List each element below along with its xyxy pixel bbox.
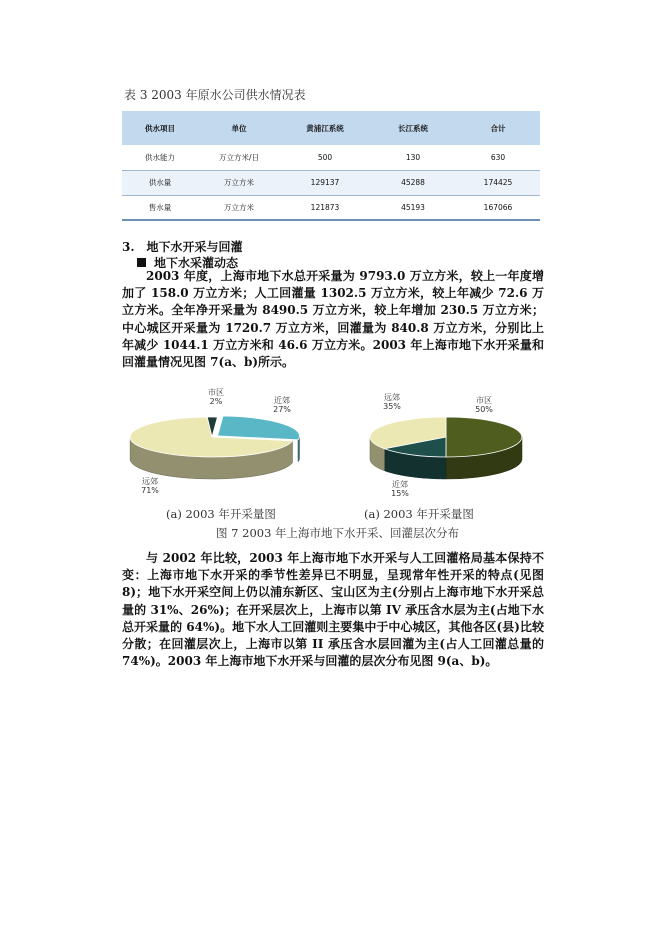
pie-label-line: 2% — [209, 397, 223, 406]
pie-label-line: 近郊 — [274, 396, 290, 405]
table-cell: 167066 — [483, 202, 513, 212]
table-cell: 500 — [317, 152, 333, 162]
pie-label-line: 远郊 — [142, 477, 158, 486]
pie-label — [273, 395, 291, 414]
pie-label-line: 市区 — [208, 388, 224, 397]
header-total: 合计 — [490, 123, 506, 133]
figure-sub-caption-b: (a) 2003 年开采量图 — [364, 507, 474, 521]
table-cell: 45288 — [401, 178, 425, 187]
pie-label-line: 近郊 — [392, 480, 408, 489]
table-caption: 表 3 2003 年原水公司供水情况表 — [124, 88, 306, 102]
header-item: 供水项目 — [145, 123, 175, 133]
pie-slice — [218, 416, 300, 440]
paragraph-1-text: 2003 年度，上海市地下水总开采量为 9793.0 万立方米，较上一年度增加了 158.0 万立方米；人工回灌量 1302.5 万立方米，较上年减少 72.6 万立方米。全年净开采量为 8490.5 万立方米，较上年增加 230.5 万立方米；中心城区开采量为 1720.7 万立方米，回灌量为 840.8 万立方米，分别比上年减少 1044.1 万立方米和 46.6 万立方米。2003 年上海市地下水开采量和回灌量情况见图 7(a、b)所示。 — [122, 269, 544, 370]
pie-chart-a — [130, 387, 300, 495]
table-cell: 130 — [405, 152, 421, 162]
table-cell: 174425 — [483, 178, 513, 187]
table-cell: 售水量 — [148, 202, 172, 212]
paragraph-2-text: 与 2002 年比较，2003 年上海市地下水开采与人工回灌格局基本保持不变：上海市地下水开采的季节性差异已不明显，呈现常年性开采的特点(见图 8)；地下水开采空间上仍以浦东新区、宝山区为主(分别占上海市地下水开采总量的 31%、26%)；在开采层次上，上海市以第 IV 承压含水层为主(占地下水总开采量的 64%)。地下水人工回灌则主要集中于中心城区，其他各区(县)比较分散；在回灌层次上，上海市以第 II 承压含水层回灌为主(占人工回灌总量的 74%)。2003 年上海市地下水开采与回灌的层次分布见图 9(a、b)。 — [122, 551, 544, 669]
pie-label — [475, 395, 493, 414]
table-cell: 万立方米/日 — [218, 152, 260, 162]
pie-label-line: 15% — [391, 489, 409, 498]
pie-label-line: 35% — [383, 402, 401, 411]
pie-label — [141, 476, 159, 495]
pie-label-line: 50% — [475, 405, 493, 414]
pie-label — [208, 387, 224, 406]
pie-label-line: 71% — [141, 486, 159, 495]
table-cell: 630 — [490, 152, 506, 162]
table-cell: 万立方米 — [224, 202, 254, 212]
pie-chart-b — [370, 392, 522, 498]
header-changjiang: 长江系统 — [398, 123, 428, 133]
pie-label-line: 市区 — [476, 396, 492, 405]
table-cell: 129137 — [310, 178, 340, 187]
pie-label-line: 27% — [273, 405, 291, 414]
pie-label — [383, 392, 401, 411]
paragraph-2 — [122, 550, 544, 670]
header-huangpu: 黄浦江系统 — [306, 123, 344, 133]
header-unit: 单位 — [231, 123, 247, 133]
pie-label-line: 远郊 — [384, 393, 400, 402]
table-cell: 121873 — [310, 202, 340, 212]
table-cell: 45193 — [401, 202, 425, 212]
table-cell: 供水量 — [148, 178, 172, 187]
table-cell: 万立方米 — [224, 178, 254, 187]
table-cell: 供水能力 — [145, 152, 175, 162]
figure-caption: 图 7 2003 年上海市地下水开采、回灌层次分布 — [216, 526, 460, 540]
figure-sub-caption-a: (a) 2003 年开采量图 — [166, 507, 276, 521]
sub-heading-text: 地下水采灌动态 — [154, 256, 239, 270]
pie-label — [391, 479, 409, 498]
section-heading: 3. 地下水开采与回灌 — [122, 240, 243, 254]
